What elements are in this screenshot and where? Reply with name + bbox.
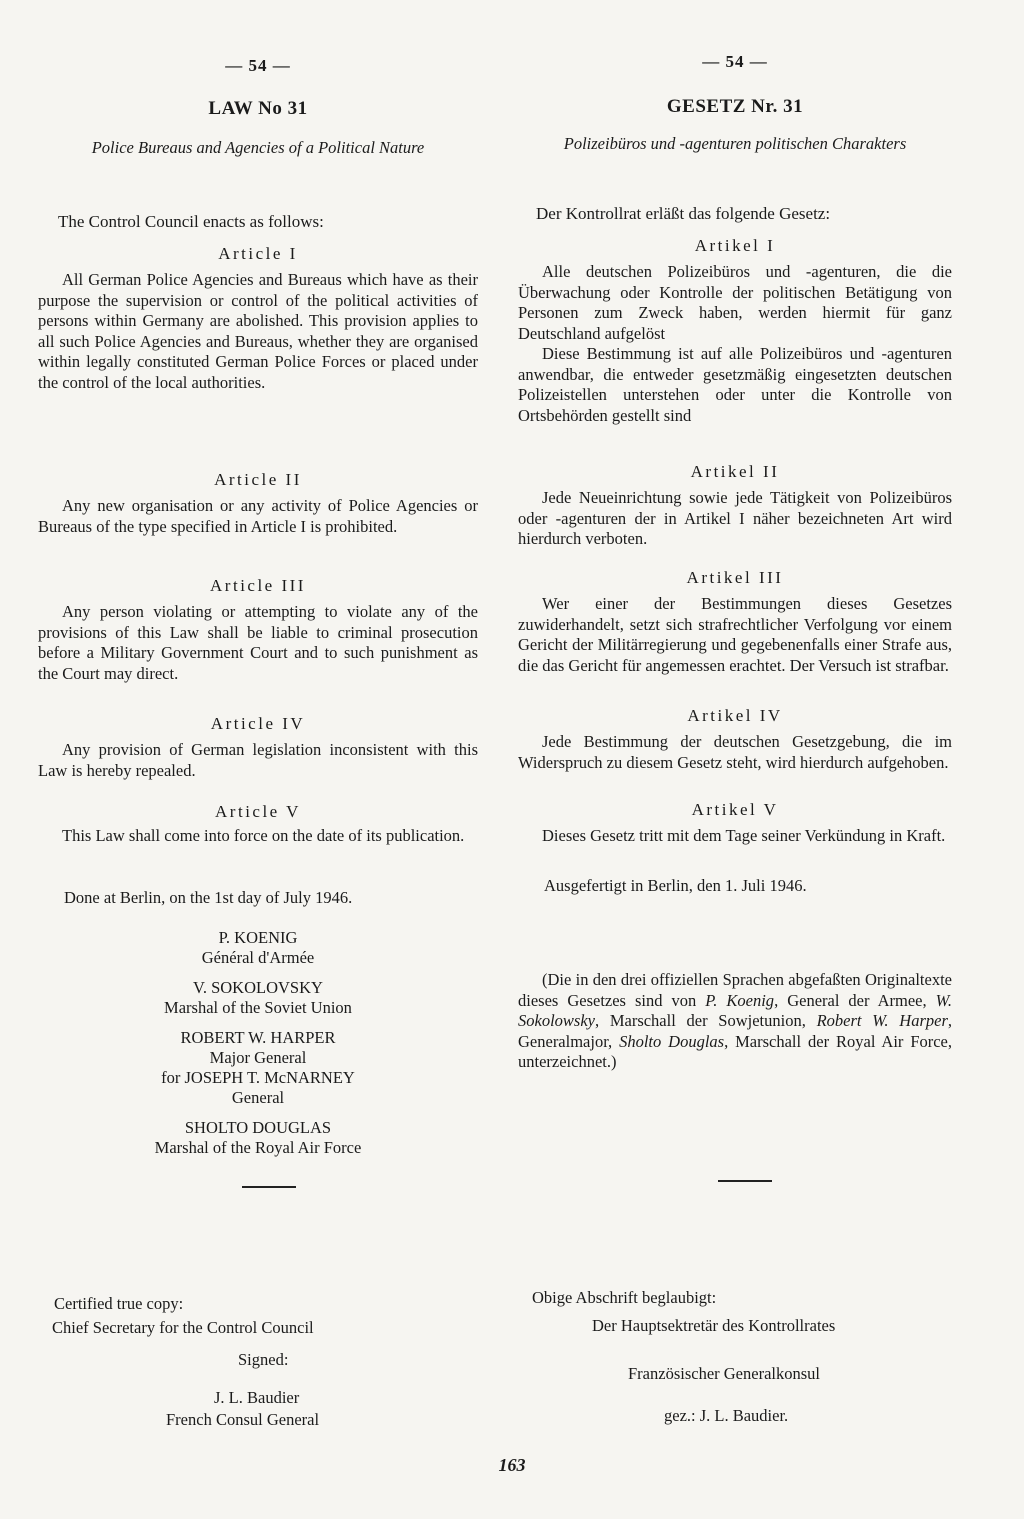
signatories-note [518, 970, 952, 1073]
note-text: , General der Armee, [774, 990, 936, 1010]
law-subtitle: Police Bureaus and Agencies of a Political Nature [91, 138, 425, 157]
article-text: Alle deutschen Polizeibüros und -agenturen, die die Überwachung oder Kontrolle der politischen Betätigung von Personen zum Zweck haben, werden hiermit für ganz Deutschland aufgelöst [518, 262, 952, 343]
enacting-clause: The Control Council enacts as follows: [58, 212, 324, 231]
article-text: Any person violating or attempting to violate any of the provisions of this Law shall be liable to criminal prosecution before a Military Government Court and to such punishment as the Court may direct. [38, 602, 478, 683]
page-number: — 54 — [225, 56, 291, 75]
article-text: Jede Bestimmung der deutschen Gesetzgebung, die im Widerspruch zu diesem Gesetz steht, wird hierdurch aufgehoben. [518, 732, 952, 772]
certification-line: Obige Abschrift beglaubigt: [532, 1288, 717, 1307]
section-divider [242, 1186, 296, 1188]
note-name: P. Koenig [705, 990, 775, 1010]
signatory-name: ROBERT W. HARPER [180, 1028, 336, 1047]
page-number: — 54 — [702, 52, 768, 71]
folio-number: 163 [498, 1455, 526, 1475]
signatory-name: SHOLTO DOUGLAS [184, 1118, 332, 1137]
signatory-title: Major General [209, 1048, 307, 1067]
article-text: All German Police Agencies and Bureaus which have as their purpose the supervision or control of the political activities of persons within Germany are abolished. This provision applies to all such Police Agencies and Bureaus, whether they are organised within legally constituted German Police Forces or placed under the control of the local authorities. [38, 270, 478, 392]
signature-block [88, 928, 428, 1158]
enacting-clause: Der Kontrollrat erläßt das folgende Gesetz: [536, 204, 831, 223]
done-at: Ausgefertigt in Berlin, den 1. Juli 1946. [544, 876, 807, 895]
signatory-name: P. KOENIG [218, 928, 298, 947]
note-name: W. Sokolowsky [518, 990, 953, 1030]
signatory-title: Général d'Armée [201, 948, 315, 967]
done-at: Done at Berlin, on the 1st day of July 1946. [64, 888, 353, 907]
article-heading: Article III [210, 576, 306, 595]
article-heading: Article I [218, 244, 298, 263]
article-text: Any provision of German legislation inconsistent with this Law is hereby repealed. [38, 740, 478, 780]
article-heading: Article V [215, 802, 301, 821]
article-text: Diese Bestimmung ist auf alle Polizeibüros und -agenturen anwendbar, die entweder gesetzmäßig eingesetzten deutschen Polizeistellen unterstehen oder unter die Kontrolle von Ortsbehörden gestellt sind [518, 344, 952, 425]
article-heading: Artikel II [690, 462, 780, 481]
article-text: Dieses Gesetz tritt mit dem Tage seiner Verkündung in Kraft. [542, 826, 946, 845]
note-name: Sholto Douglas [619, 1031, 725, 1051]
law-title: LAW No 31 [208, 98, 308, 119]
article-text: Jede Neueinrichtung sowie jede Tätigkeit von Polizeibüros oder -agenturen der in Artikel I näher bezeichneten Art wird hierdurch verboten. [518, 488, 952, 548]
article-heading: Article II [214, 470, 302, 489]
article-text: This Law shall come into force on the date of its publication. [62, 826, 465, 845]
note-text: (Die in den drei offiziellen Sprachen abgefaßten Originaltexte dieses Gesetzes sind von [518, 970, 952, 1010]
certification-line: Französischer Generalkonsul [628, 1364, 820, 1383]
article-heading: Article IV [210, 714, 306, 733]
law-subtitle: Polizeibüros und -agenturen politischen Charakters [563, 134, 907, 153]
law-title: GESETZ Nr. 31 [666, 96, 804, 117]
certification-title: French Consul General [166, 1410, 320, 1429]
article-heading: Artikel I [694, 236, 776, 255]
article-heading: Artikel IV [687, 706, 783, 725]
certification-line: Der Hauptsektretär des Kontrollrates [592, 1316, 836, 1335]
note-name: Robert W. Harper [816, 1011, 948, 1030]
signatory-name: V. SOKOLOVSKY [193, 978, 323, 997]
note-text: , Marschall der Royal Air Force, unterzeichnet.) [518, 1031, 953, 1071]
signatory-title: Marshal of the Royal Air Force [154, 1138, 362, 1157]
article-text: Any new organisation or any activity of Police Agencies or Bureaus of the type specified in Article I is prohibited. [38, 496, 478, 536]
note-text: , Generalmajor, [518, 1011, 952, 1051]
article-heading: Artikel V [691, 800, 779, 819]
certification-name: J. L. Baudier [214, 1388, 300, 1407]
certification-line: Certified true copy: [54, 1294, 184, 1313]
signatory-for-title: General [231, 1088, 285, 1107]
signatory-for: for JOSEPH T. McNARNEY [161, 1068, 355, 1087]
certification-line: Chief Secretary for the Control Council [52, 1318, 314, 1337]
article-heading: Artikel III [686, 568, 784, 587]
note-text: , Marschall der Sowjetunion, [594, 1011, 817, 1030]
certification-signed: gez.: J. L. Baudier. [664, 1406, 789, 1425]
section-divider [718, 1180, 772, 1182]
certification-signed: Signed: [238, 1350, 289, 1369]
signatory-title: Marshal of the Soviet Union [164, 998, 352, 1017]
article-text: Wer einer der Bestimmungen dieses Gesetzes zuwiderhandelt, setzt sich strafrechtlicher Verfolgung vor einem Gericht der Militärregierung und gegebenenfalls einer Strafe aus, die das Gericht für angemessen erachtet. Der Versuch ist strafbar. [518, 594, 952, 675]
